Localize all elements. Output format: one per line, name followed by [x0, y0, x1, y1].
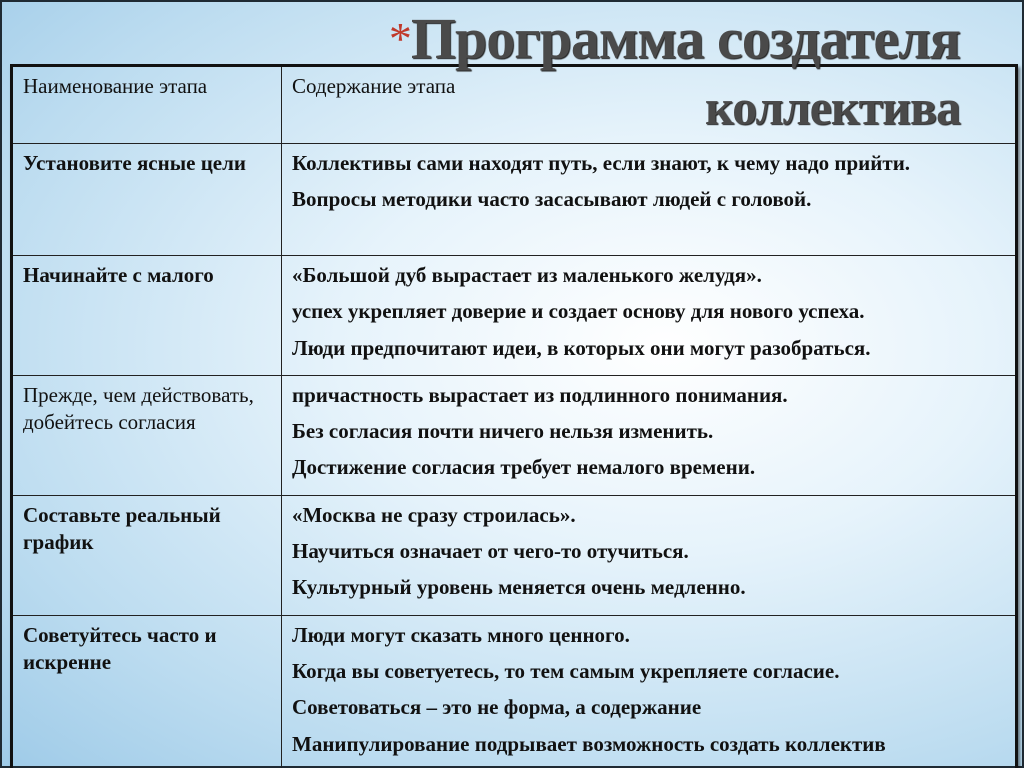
slide-title [389, 8, 960, 138]
content-line: Вопросы методики часто засасывают людей с головой. [292, 187, 812, 212]
table-row [12, 144, 1017, 256]
content-line: Люди могут сказать много ценного. [292, 622, 630, 647]
content-line: Культурный уровень меняется очень медленно. [292, 575, 746, 600]
title-line-1: Программа создателя [410, 6, 960, 71]
content-line: Манипулирование подрывает возможность создать коллектив [292, 731, 886, 756]
content-line: Советоваться – это не форма, а содержание [292, 695, 702, 720]
content-line: Достижение согласия требует немалого времени. [292, 455, 756, 480]
content-cell [282, 375, 1017, 495]
stage-cell: Начинайте с малого [12, 256, 282, 376]
content-line: «Большой дуб вырастает из маленького желудя». [292, 263, 762, 287]
content-line: Научиться означает от чего-то отучиться. [292, 539, 689, 564]
content-cell [282, 144, 1017, 256]
table-row [12, 375, 1017, 495]
header-content: Содержание этапа [282, 66, 1017, 144]
content-line: Без согласия почти ничего нельзя изменить. [292, 419, 714, 444]
stage-cell: Составьте реальный график [12, 495, 282, 615]
table-row [12, 615, 1017, 768]
stage-cell: Установите ясные цели [12, 144, 282, 256]
title-bullet: * [388, 13, 411, 64]
slide [2, 2, 1022, 766]
content-line: Коллективы сами находят путь, если знают, к чему надо прийти. [292, 151, 911, 175]
table-row [12, 495, 1017, 615]
content-line: «Москва не сразу строилась». [292, 502, 576, 527]
content-line: причастность вырастает из подлинного понимания. [292, 382, 788, 407]
content-line: Когда вы советуетесь, то тем самым укрепляете согласие. [292, 658, 840, 683]
stage-cell: Прежде, чем действовать, добейтесь согласия [12, 375, 282, 495]
title-line-2: коллектива [705, 79, 960, 135]
content-line: Люди предпочитают идеи, в которых они могут разобраться. [292, 335, 871, 360]
stage-cell: Советуйтесь часто и искренне [12, 615, 282, 768]
content-cell [282, 615, 1017, 768]
content-cell [282, 495, 1017, 615]
header-stage: Наименование этапа [12, 66, 282, 144]
stages-table [10, 64, 1018, 768]
content-cell [282, 256, 1017, 376]
content-line: успех укрепляет доверие и создает основу для нового успеха. [292, 299, 865, 324]
table-row [12, 256, 1017, 376]
